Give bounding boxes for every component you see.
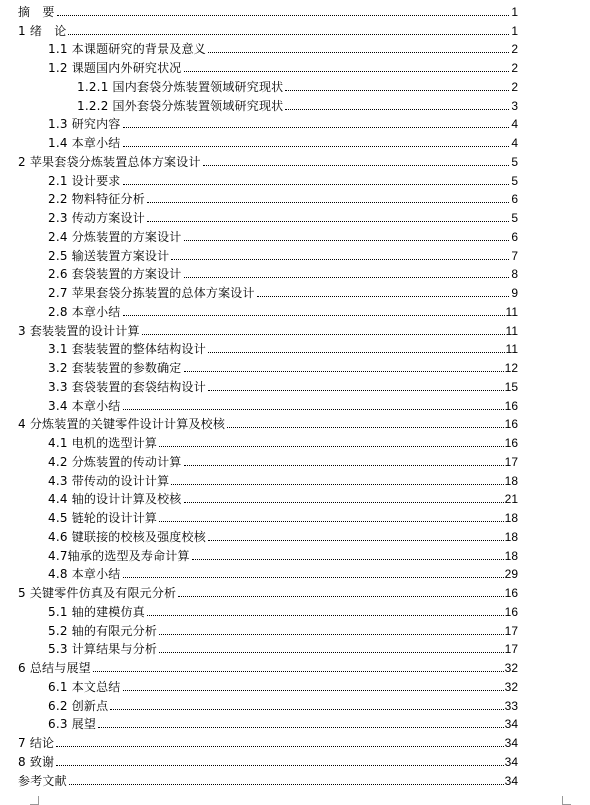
toc-dot-leader bbox=[159, 634, 504, 635]
toc-entry[interactable] bbox=[18, 563, 518, 582]
toc-entry[interactable] bbox=[18, 131, 518, 150]
toc-dot-leader bbox=[123, 184, 510, 185]
toc-entry-page-number: 17 bbox=[504, 623, 518, 638]
toc-entry-label: 6.2 创新点 bbox=[48, 698, 109, 713]
toc-entry-page-number: 21 bbox=[504, 492, 518, 507]
toc-entry-page-number: 4 bbox=[511, 136, 518, 150]
toc-dot-leader bbox=[184, 277, 510, 278]
toc-entry-label: 5.3 计算结果与分析 bbox=[48, 642, 158, 657]
toc-entry[interactable] bbox=[18, 150, 518, 169]
toc-dot-leader bbox=[184, 465, 504, 466]
toc-dot-leader bbox=[184, 502, 504, 503]
toc-entry-label: 4.6 键联接的校核及强度校核 bbox=[48, 529, 206, 544]
toc-entry-label: 3.3 套袋装置的套袋结构设计 bbox=[48, 379, 206, 394]
toc-entry-label: 摘 要 bbox=[18, 4, 55, 19]
toc-entry-label: 2.3 传动方案设计 bbox=[48, 211, 145, 225]
toc-dot-leader bbox=[171, 259, 509, 260]
toc-entry[interactable] bbox=[18, 113, 518, 132]
toc-entry[interactable] bbox=[18, 188, 518, 207]
toc-dot-leader bbox=[123, 146, 510, 147]
toc-entry-page-number: 12 bbox=[504, 361, 518, 375]
toc-entry-label: 4.2 分炼装置的传动计算 bbox=[48, 454, 182, 469]
toc-entry[interactable] bbox=[18, 75, 518, 94]
toc-dot-leader bbox=[123, 690, 504, 691]
toc-entry[interactable] bbox=[18, 394, 518, 413]
toc-dot-leader bbox=[159, 521, 504, 522]
toc-entry-page-number: 7 bbox=[511, 248, 518, 263]
toc-entry[interactable] bbox=[18, 244, 518, 263]
toc-entry[interactable] bbox=[18, 469, 518, 488]
toc-entry-label: 参考文献 bbox=[18, 773, 67, 788]
toc-dot-leader bbox=[208, 540, 504, 541]
toc-dot-leader bbox=[57, 15, 509, 16]
toc-dot-leader bbox=[171, 484, 503, 485]
toc-entry-label: 6.1 本文总结 bbox=[48, 679, 121, 694]
toc-entry-label: 2.4 分炼装置的方案设计 bbox=[48, 229, 182, 244]
toc-entry-page-number: 1 bbox=[511, 4, 518, 19]
toc-dot-leader bbox=[257, 296, 509, 297]
toc-entry-label: 1.3 研究内容 bbox=[48, 117, 121, 132]
toc-entry[interactable] bbox=[18, 263, 518, 282]
toc-entry-page-number: 2 bbox=[511, 61, 518, 75]
toc-dot-leader bbox=[178, 596, 503, 597]
toc-entry-page-number: 9 bbox=[511, 286, 518, 300]
toc-entry-label: 4 分炼装置的关键零件设计计算及校核 bbox=[18, 417, 226, 432]
toc-dot-leader bbox=[123, 409, 504, 410]
toc-entry-label: 4.3 带传动的设计计算 bbox=[48, 473, 170, 488]
toc-entry-page-number: 16 bbox=[504, 417, 518, 432]
toc-entry[interactable] bbox=[18, 56, 518, 75]
toc-entry-label: 5.2 轴的有限元分析 bbox=[48, 623, 158, 638]
toc-dot-leader bbox=[69, 784, 504, 785]
toc-entry-label: 3.2 套装装置的参数确定 bbox=[48, 361, 182, 375]
toc-dot-leader bbox=[159, 652, 504, 653]
toc-entry[interactable] bbox=[18, 600, 518, 619]
toc-entry[interactable] bbox=[18, 0, 518, 19]
toc-entry-page-number: 4 bbox=[511, 117, 518, 132]
toc-entry-label: 2.6 套袋装置的方案设计 bbox=[48, 267, 182, 282]
toc-dot-leader bbox=[159, 446, 504, 447]
toc-entry[interactable] bbox=[18, 488, 518, 507]
toc-entry-page-number: 17 bbox=[504, 454, 518, 469]
toc-entry[interactable] bbox=[18, 431, 518, 450]
toc-dot-leader bbox=[227, 427, 504, 428]
toc-entry-page-number: 17 bbox=[504, 642, 518, 657]
toc-entry-page-number: 34 bbox=[504, 773, 518, 788]
toc-entry-page-number: 15 bbox=[504, 379, 518, 394]
toc-entry[interactable] bbox=[18, 731, 518, 750]
toc-entry-label: 1.2.2 国外套袋分炼装置领域研究现状 bbox=[77, 98, 284, 113]
toc-entry[interactable] bbox=[18, 506, 518, 525]
toc-entry-page-number: 2 bbox=[511, 42, 518, 57]
toc-entry-page-number: 18 bbox=[504, 529, 518, 544]
toc-entry[interactable] bbox=[18, 338, 518, 357]
toc-dot-leader bbox=[285, 90, 509, 91]
toc-dot-leader bbox=[93, 671, 504, 672]
toc-dot-leader bbox=[56, 746, 503, 747]
toc-entry-page-number: 6 bbox=[511, 229, 518, 244]
toc-entry-label: 1.2 课题国内外研究状况 bbox=[48, 61, 182, 75]
toc-dot-leader bbox=[147, 615, 504, 616]
toc-dot-leader bbox=[208, 52, 509, 53]
toc-entry-label: 4.7轴承的选型及寿命计算 bbox=[48, 548, 190, 563]
toc-dot-leader bbox=[192, 559, 504, 560]
toc-entry-page-number: 16 bbox=[504, 398, 518, 413]
toc-entry[interactable] bbox=[18, 694, 518, 713]
toc-entry-page-number: 5 bbox=[511, 173, 518, 188]
toc-entry[interactable] bbox=[18, 450, 518, 469]
toc-entry[interactable] bbox=[18, 356, 518, 375]
toc-entry[interactable] bbox=[18, 750, 518, 769]
toc-entry-label: 6 总结与展望 bbox=[18, 661, 91, 675]
toc-entry-page-number: 34 bbox=[504, 717, 518, 732]
toc-entry-page-number: 5 bbox=[511, 211, 518, 225]
toc-dot-leader bbox=[98, 727, 504, 728]
toc-entry-page-number: 18 bbox=[504, 511, 518, 525]
toc-dot-leader bbox=[184, 371, 504, 372]
toc-dot-leader bbox=[147, 202, 509, 203]
toc-dot-leader bbox=[203, 165, 509, 166]
toc-entry-label: 2.2 物料特征分析 bbox=[48, 192, 145, 207]
toc-entry-label: 2 苹果套袋分炼装置总体方案设计 bbox=[18, 154, 201, 169]
toc-entry-page-number: 18 bbox=[504, 548, 518, 563]
toc-entry-page-number: 16 bbox=[504, 586, 518, 600]
toc-entry-label: 3 套装装置的设计计算 bbox=[18, 323, 140, 338]
toc-dot-leader bbox=[147, 221, 509, 222]
toc-dot-leader bbox=[123, 577, 504, 578]
toc-entry-label: 7 结论 bbox=[18, 736, 55, 750]
toc-dot-leader bbox=[184, 71, 510, 72]
toc-entry-label: 6.3 展望 bbox=[48, 717, 97, 732]
toc-entry-label: 1.4 本章小结 bbox=[48, 136, 121, 150]
toc-dot-leader bbox=[285, 109, 509, 110]
toc-entry-label: 4.1 电机的选型计算 bbox=[48, 436, 158, 450]
toc-entry-label: 4.5 链轮的设计计算 bbox=[48, 511, 158, 525]
toc-entry-label: 8 致谢 bbox=[18, 754, 55, 769]
toc-entry[interactable] bbox=[18, 169, 518, 188]
toc-dot-leader bbox=[208, 352, 505, 353]
toc-entry-label: 2.8 本章小结 bbox=[48, 304, 121, 319]
toc-entry-page-number: 32 bbox=[504, 679, 518, 694]
toc-entry-page-number: 16 bbox=[504, 604, 518, 619]
toc-dot-leader bbox=[68, 34, 509, 35]
toc-entry[interactable] bbox=[18, 94, 518, 113]
toc-entry-label: 2.5 输送装置方案设计 bbox=[48, 248, 170, 263]
toc-entry[interactable] bbox=[18, 300, 518, 319]
toc-entry-page-number: 8 bbox=[511, 267, 518, 282]
toc-dot-leader bbox=[142, 334, 505, 335]
toc-entry-label: 5.1 轴的建模仿真 bbox=[48, 604, 145, 619]
toc-entry-page-number: 34 bbox=[504, 736, 518, 750]
toc-entry[interactable] bbox=[18, 619, 518, 638]
toc-entry-page-number: 5 bbox=[511, 154, 518, 169]
toc-entry-label: 3.1 套装装置的整体结构设计 bbox=[48, 342, 206, 357]
toc-entry[interactable] bbox=[18, 544, 518, 563]
toc-entry-page-number: 6 bbox=[511, 192, 518, 207]
toc-entry[interactable] bbox=[18, 375, 518, 394]
toc-entry[interactable] bbox=[18, 713, 518, 732]
toc-dot-leader bbox=[110, 709, 503, 710]
toc-entry[interactable] bbox=[18, 581, 518, 600]
toc-dot-leader bbox=[184, 240, 510, 241]
toc-entry-label: 2.7 苹果套袋分拣装置的总体方案设计 bbox=[48, 286, 255, 300]
toc-entry-label: 2.1 设计要求 bbox=[48, 173, 121, 188]
toc-entry[interactable] bbox=[18, 769, 518, 788]
toc-entry-label: 4.8 本章小结 bbox=[48, 567, 121, 582]
toc-entry-page-number: 11 bbox=[505, 323, 518, 338]
toc-entry[interactable] bbox=[18, 281, 518, 300]
toc-entry[interactable] bbox=[18, 638, 518, 657]
toc-entry-label: 3.4 本章小结 bbox=[48, 398, 121, 413]
toc-entry[interactable] bbox=[18, 656, 518, 675]
toc-entry-label: 4.4 轴的设计计算及校核 bbox=[48, 492, 182, 507]
toc-entry-page-number: 18 bbox=[504, 473, 518, 488]
toc-dot-leader bbox=[56, 765, 503, 766]
toc-entry[interactable] bbox=[18, 525, 518, 544]
toc-dot-leader bbox=[208, 390, 504, 391]
toc-entry-label: 1.1 本课题研究的背景及意义 bbox=[48, 42, 206, 57]
toc-entry-page-number: 2 bbox=[511, 79, 518, 94]
toc-entry-page-number: 29 bbox=[504, 567, 518, 582]
toc-entry-page-number: 3 bbox=[511, 98, 518, 113]
toc-entry-label: 1 绪 论 bbox=[18, 23, 67, 38]
toc-entry[interactable] bbox=[18, 319, 518, 338]
toc-entry[interactable] bbox=[18, 413, 518, 432]
toc-dot-leader bbox=[123, 315, 505, 316]
toc-entry-page-number: 11 bbox=[505, 304, 518, 319]
toc-entry-page-number: 16 bbox=[504, 436, 518, 450]
toc-entry-page-number: 1 bbox=[511, 23, 518, 38]
toc-entry-page-number: 32 bbox=[504, 661, 518, 675]
toc-entry-label: 1.2.1 国内套袋分炼装置领域研究现状 bbox=[77, 79, 284, 94]
toc-entry[interactable] bbox=[18, 675, 518, 694]
toc-entry-page-number: 11 bbox=[505, 342, 518, 357]
toc-entry[interactable] bbox=[18, 38, 518, 57]
toc-entry-label: 5 关键零件仿真及有限元分析 bbox=[18, 586, 177, 600]
table-of-contents bbox=[18, 0, 518, 788]
toc-entry[interactable] bbox=[18, 225, 518, 244]
toc-entry[interactable] bbox=[18, 206, 518, 225]
toc-entry-page-number: 33 bbox=[504, 698, 518, 713]
toc-entry[interactable] bbox=[18, 19, 518, 38]
toc-dot-leader bbox=[123, 127, 510, 128]
toc-entry-page-number: 34 bbox=[504, 754, 518, 769]
